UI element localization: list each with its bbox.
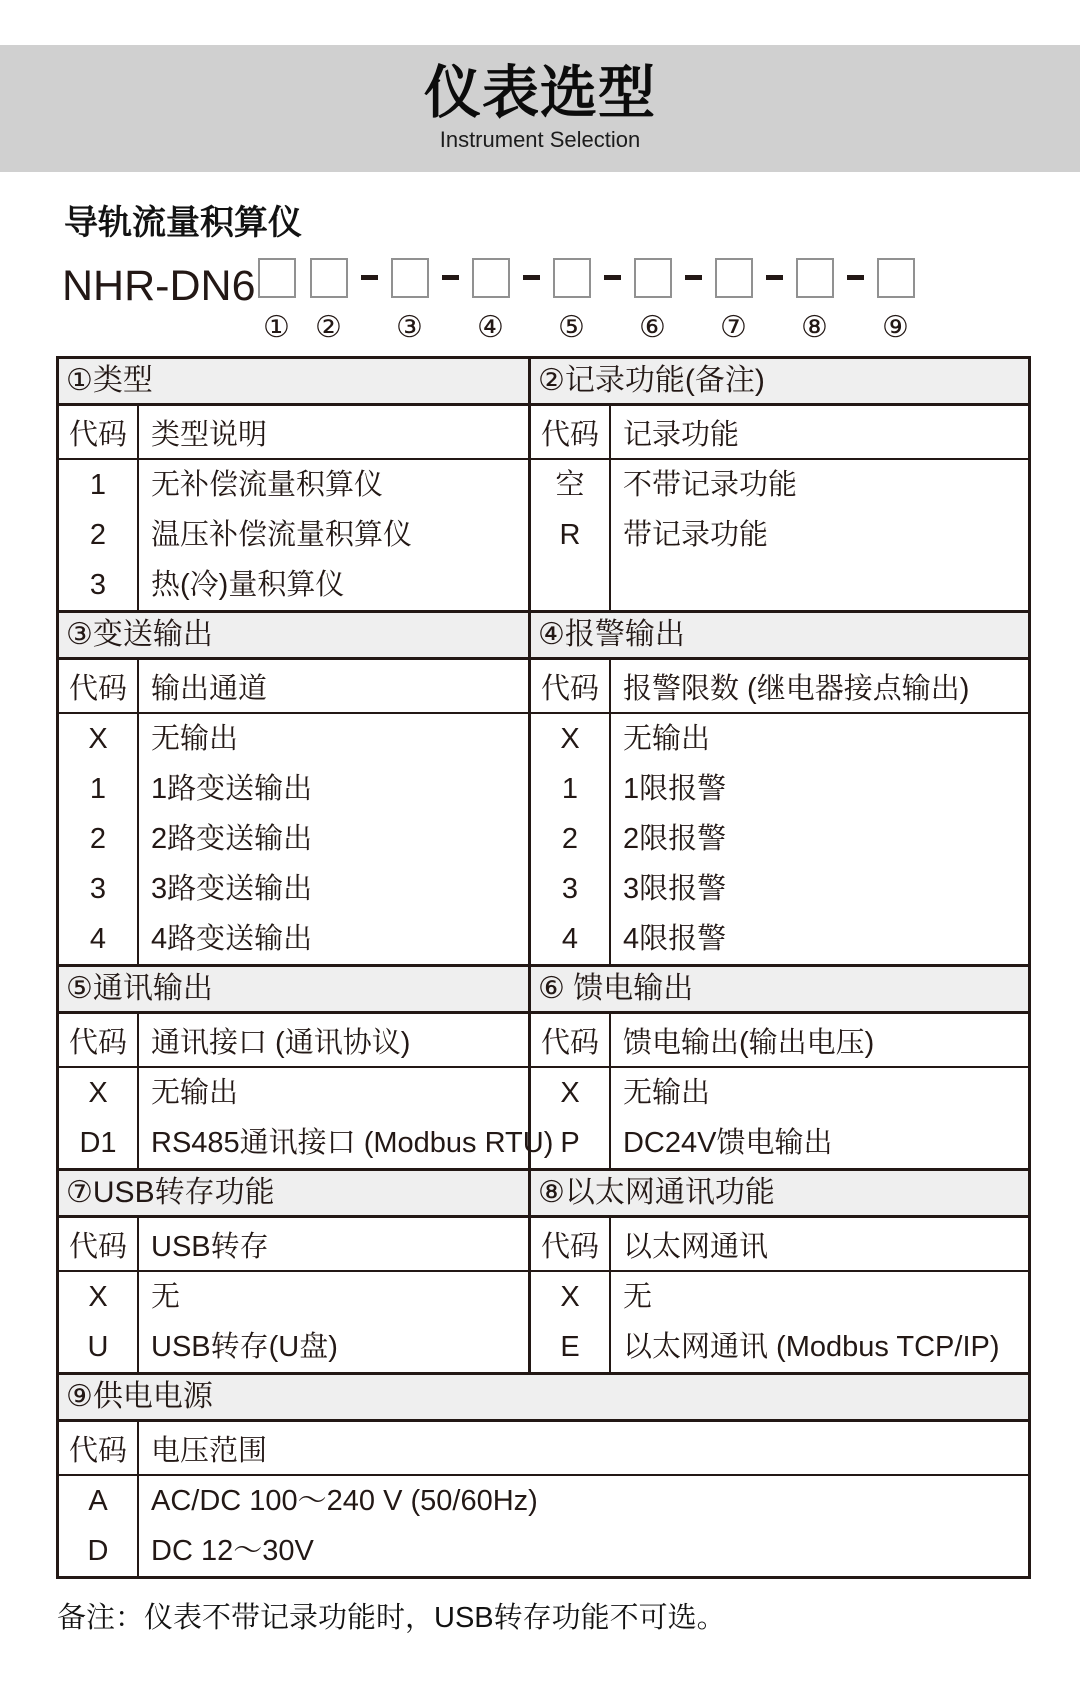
data-area [531, 1272, 1028, 1372]
position-number: ⑨ [882, 310, 909, 346]
data-area [59, 460, 528, 610]
position-number: ⑥ [639, 310, 666, 346]
code-cell: 4 [561, 923, 579, 956]
code-cell: 3 [89, 569, 107, 602]
model-dash [604, 275, 621, 280]
code-cell: X [88, 1077, 108, 1110]
column-header-row [531, 1014, 1028, 1068]
desc-cell: 2路变送输出 [151, 823, 313, 856]
model-prefix: NHR-DN6 [62, 262, 256, 311]
model-box-column [472, 258, 510, 346]
position-number: ⑧ [801, 310, 828, 346]
section-header: ④报警输出 [531, 613, 1028, 660]
desc-cell: 1限报警 [622, 773, 727, 806]
desc-cell: 1路变送输出 [151, 773, 313, 806]
desc-column-header: USB转存 [151, 1230, 269, 1263]
column-header-row [59, 660, 528, 714]
column-header-row [531, 406, 1028, 460]
desc-column-header: 以太网通讯 [622, 1230, 768, 1263]
code-cell: D [87, 1535, 109, 1568]
model-dash [847, 275, 864, 280]
code-cell: 3 [89, 873, 107, 906]
table-half [528, 1171, 1028, 1372]
desc-column [611, 714, 1028, 964]
table-half [59, 1375, 1028, 1576]
desc-cell: AC/DC 100～240 V (50/60Hz) [151, 1485, 538, 1518]
desc-cell: 3限报警 [622, 873, 727, 906]
desc-cell: 无输出 [151, 1077, 239, 1110]
code-cell: 空 [555, 469, 585, 502]
section-header: ②记录功能(备注) [531, 359, 1028, 406]
column-header-row [59, 1218, 528, 1272]
title-banner [0, 45, 1080, 172]
code-cell: P [560, 1127, 580, 1160]
desc-column-header: 类型说明 [151, 418, 268, 451]
column-header-row [59, 1014, 528, 1068]
column-header-row [59, 1422, 1028, 1476]
code-column [59, 1068, 139, 1168]
table-section [59, 610, 1028, 964]
data-area [531, 714, 1028, 964]
desc-column [611, 1272, 1028, 1372]
column-header-row [531, 1218, 1028, 1272]
desc-cell: 无输出 [151, 723, 239, 756]
code-cell: 3 [561, 873, 579, 906]
model-box-column [258, 258, 296, 346]
code-cell: X [560, 1077, 580, 1110]
code-cell: X [560, 1281, 580, 1314]
desc-cell: 2限报警 [622, 823, 727, 856]
product-name: 导轨流量积算仪 [64, 204, 302, 242]
table-half [528, 967, 1028, 1168]
code-column-header: 代码 [531, 406, 611, 458]
desc-cell: 无 [622, 1281, 652, 1314]
table-section [59, 359, 1028, 610]
code-column-header: 代码 [59, 406, 139, 458]
model-box-column [796, 258, 834, 346]
code-column-header: 代码 [531, 1014, 611, 1066]
code-cell: 4 [89, 923, 107, 956]
desc-column-header: 输出通道 [151, 672, 268, 705]
code-cell: 2 [89, 823, 107, 856]
desc-column [139, 1476, 1028, 1576]
code-cell: E [560, 1331, 580, 1364]
model-code-box [553, 258, 591, 298]
code-cell: X [88, 723, 108, 756]
model-code-box [472, 258, 510, 298]
table-section [59, 964, 1028, 1168]
model-code-box [877, 258, 915, 298]
table-half [59, 359, 528, 610]
section-header: ⑧以太网通讯功能 [531, 1171, 1028, 1218]
model-code-box [391, 258, 429, 298]
code-column [59, 1476, 139, 1576]
code-cell: 1 [561, 773, 579, 806]
model-box-column [310, 258, 348, 346]
code-column-header: 代码 [59, 1014, 139, 1066]
data-area [531, 460, 1028, 610]
model-code-boxes [258, 258, 915, 346]
position-number: ④ [477, 310, 504, 346]
section-header: ⑥ 馈电输出 [531, 967, 1028, 1014]
footer-note: 备注：仪表不带记录功能时，USB转存功能不可选。 [57, 1602, 726, 1635]
position-number: ① [263, 310, 290, 346]
data-area [59, 1068, 554, 1168]
desc-cell: 不带记录功能 [622, 469, 797, 502]
section-header: ⑦USB转存功能 [59, 1171, 528, 1218]
desc-cell: 无输出 [622, 723, 710, 756]
table-section [59, 1168, 1028, 1372]
model-code-box [634, 258, 672, 298]
code-column-header: 代码 [59, 660, 139, 712]
page-subtitle: Instrument Selection [439, 126, 641, 152]
desc-column [139, 460, 528, 610]
model-box-column [877, 258, 915, 346]
code-column [59, 714, 139, 964]
code-cell: 2 [561, 823, 579, 856]
desc-cell: 无补偿流量积算仪 [151, 469, 384, 502]
model-dash [766, 275, 783, 280]
table-half [528, 613, 1028, 964]
code-cell: U [87, 1331, 109, 1364]
section-header: ③变送输出 [59, 613, 528, 660]
code-column-header: 代码 [531, 660, 611, 712]
position-number: ③ [396, 310, 423, 346]
data-area [59, 1476, 1028, 1576]
desc-column-header: 通讯接口 (通讯协议) [151, 1026, 411, 1059]
code-column [531, 714, 611, 964]
code-column [531, 1272, 611, 1372]
code-cell: D1 [79, 1127, 117, 1160]
model-dash [685, 275, 702, 280]
desc-cell: 无 [151, 1281, 181, 1314]
model-box-column [391, 258, 429, 346]
model-code-box [258, 258, 296, 298]
data-area [59, 714, 528, 964]
desc-column-header: 电压范围 [151, 1434, 268, 1467]
model-code-line [62, 258, 1080, 346]
code-cell: 1 [89, 469, 107, 502]
position-number: ⑤ [558, 310, 585, 346]
code-column [59, 1272, 139, 1372]
code-column [531, 1068, 611, 1168]
code-column-header: 代码 [59, 1422, 139, 1474]
position-number: ② [315, 310, 342, 346]
column-header-row [531, 660, 1028, 714]
selection-table [56, 356, 1031, 1579]
code-column-header: 代码 [531, 1218, 611, 1270]
desc-column [611, 460, 1028, 610]
desc-cell: 4限报警 [622, 923, 727, 956]
code-cell: A [88, 1485, 108, 1518]
desc-cell: 无输出 [622, 1077, 710, 1110]
desc-column [139, 714, 528, 964]
desc-column-header: 馈电输出(输出电压) [622, 1026, 875, 1059]
section-header: ⑨供电电源 [59, 1375, 1028, 1422]
table-half [59, 613, 528, 964]
desc-cell: 温压补偿流量积算仪 [151, 519, 413, 552]
section-header: ⑤通讯输出 [59, 967, 528, 1014]
desc-cell: DC24V馈电输出 [622, 1127, 833, 1160]
model-code-box [796, 258, 834, 298]
data-area [531, 1068, 1028, 1168]
desc-column [139, 1068, 553, 1168]
position-number: ⑦ [720, 310, 747, 346]
table-section [59, 1372, 1028, 1576]
page-title: 仪表选型 [424, 61, 656, 126]
column-header-row [59, 406, 528, 460]
desc-column [611, 1068, 1028, 1168]
section-header: ①类型 [59, 359, 528, 406]
model-box-column [715, 258, 753, 346]
table-half [59, 967, 554, 1168]
code-cell: 1 [89, 773, 107, 806]
desc-cell: USB转存(U盘) [151, 1331, 338, 1364]
model-dash [523, 275, 540, 280]
desc-column [139, 1272, 528, 1372]
model-dash [442, 275, 459, 280]
code-cell: 2 [89, 519, 107, 552]
code-cell: R [559, 519, 581, 552]
code-cell: X [88, 1281, 108, 1314]
desc-column-header: 报警限数 (继电器接点输出) [622, 672, 970, 705]
code-cell: X [560, 723, 580, 756]
desc-cell: 以太网通讯 (Modbus TCP/IP) [622, 1331, 1000, 1364]
code-column [531, 460, 611, 610]
model-box-column [634, 258, 672, 346]
desc-cell: 4路变送输出 [151, 923, 313, 956]
model-box-column [553, 258, 591, 346]
desc-cell: DC 12～30V [151, 1535, 314, 1568]
desc-cell: RS485通讯接口 (Modbus RTU) [151, 1127, 554, 1160]
desc-cell: 带记录功能 [622, 519, 768, 552]
desc-column-header: 记录功能 [622, 418, 739, 451]
model-dash [361, 275, 378, 280]
table-half [528, 359, 1028, 610]
code-column [59, 460, 139, 610]
table-half [59, 1171, 528, 1372]
model-code-box [715, 258, 753, 298]
data-area [59, 1272, 528, 1372]
code-column-header: 代码 [59, 1218, 139, 1270]
desc-cell: 热(冷)量积算仪 [151, 569, 345, 602]
model-code-box [310, 258, 348, 298]
desc-cell: 3路变送输出 [151, 873, 313, 906]
